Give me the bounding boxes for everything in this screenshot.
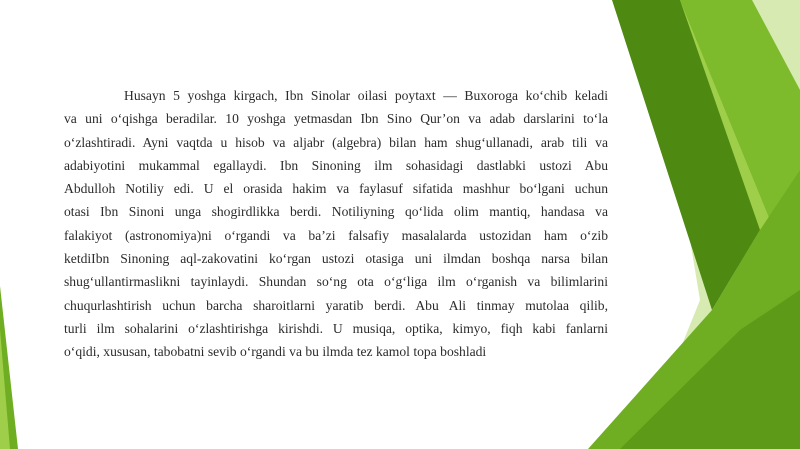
text-line: turli ilm sohalarini o‘zlashtirishga kirishdi. U musiqa, optika, kimyo, fiqh kabi fanlarni (64, 320, 608, 336)
text-line: Husayn 5 yoshga kirgach, Ibn Sinolar oilasi poytaxt — Buxoroga ko‘chib keladi (124, 88, 608, 103)
text-line: Abdulloh Notiliy edi. U el orasida hakim va faylasuf sifatida mashhur bo‘lgani uchun (64, 181, 608, 197)
text-line: shug‘ullantirmaslikni tayinlaydi. Shundan so‘ng ota o‘g‘liga ilm o‘rganish va bilimlarini (64, 274, 608, 290)
text-line: va uni o‘qishga beradilar. 10 yoshga yetmasdan Ibn Sino Qur’on va adab darslarini to‘la (64, 111, 608, 127)
text-line: otasi Ibn Sinoni unga shogirdlikka berdi. Notiliyning qo‘lida olim mantiq, handasa va (64, 204, 608, 220)
body-text (64, 84, 608, 364)
text-line: o‘qidi, xususan, tabobatni sevib o‘rgandi va bu ilmda tez kamol topa boshladi (64, 344, 487, 360)
text-line: ketdiIbn Sinoning aql-zakovatini ko‘rgan ustozi otasiga uni ilmdan boshqa narsa bilan (64, 251, 608, 267)
text-line: chuqurlashtirish uchun barcha sharoitlarni yaratib berdi. Abu Ali tinmay mutolaa qilib, (64, 297, 608, 313)
text-line: adabiyotini mukammal egallaydi. Ibn Sinoning ilm sohasidagi dastlabki ustozi Abu (64, 157, 608, 173)
text-line: o‘zlashtiradi. Ayni vaqtda u hisob va aljabr (algebra) bilan ham shug‘ullanadi, arab tili va (64, 134, 608, 150)
text-line: falakiyot (astronomiya)ni o‘rgandi va ba’zi falsafiy masalalarda ustozidan ham o‘zib (64, 227, 608, 243)
